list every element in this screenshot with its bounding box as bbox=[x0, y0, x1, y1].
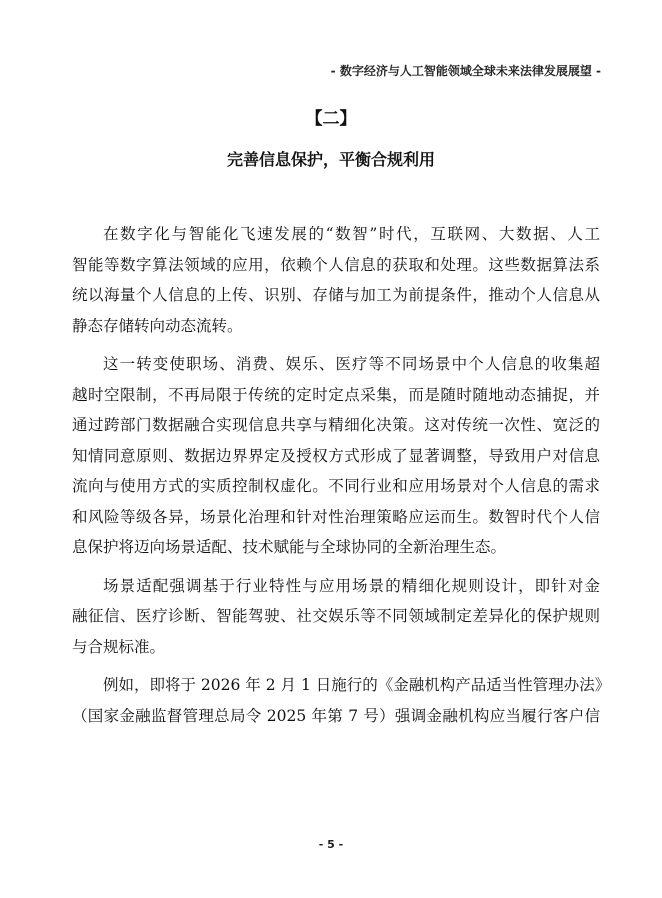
paragraph-line: 统以海量个人信息的上传、识别、存储与加工为前提条件，推动个人信息从 bbox=[72, 286, 600, 304]
page-number: - 5 - bbox=[318, 838, 344, 851]
paragraph-line: 融征信、医疗诊断、智能驾驶、社交娱乐等不同领域制定差异化的保护规则 bbox=[72, 607, 600, 625]
paragraph-line: 智能等数字算法领域的应用，依赖个人信息的获取和处理。这些数据算法系 bbox=[72, 255, 600, 274]
paragraph-line: 和风险等级各异，场景化治理和针对性治理策略应运而生。数智时代个人信 bbox=[72, 507, 600, 526]
paragraph-line: 例如，即将于 2026 年 2 月 1 日施行的《金融机构产品适当性管理办法》 bbox=[103, 676, 611, 694]
section-number: 【二】 bbox=[305, 109, 357, 129]
paragraph-2 bbox=[72, 349, 600, 563]
paragraph-1 bbox=[72, 219, 600, 341]
paragraph-line: 静态存储转向动态流转。 bbox=[72, 316, 243, 335]
paragraph-line: 与合规标准。 bbox=[72, 637, 166, 656]
paragraph-line: 越时空限制，不再局限于传统的定时定点采集，而是随时随地动态捕捉，并 bbox=[72, 385, 600, 404]
paragraph-line: 知情同意原则、数据边界界定及授权方式形成了显著调整，导致用户对信息 bbox=[72, 446, 600, 465]
running-header: - 数字经济与人工智能领域全球未来法律发展展望 - bbox=[330, 64, 601, 78]
paragraph-line: 这一转变使职场、消费、娱乐、医疗等不同场景中个人信息的收集超 bbox=[103, 355, 600, 373]
paragraph-line: 在数字化与智能化飞速发展的“数智”时代，互联网、大数据、人工 bbox=[103, 225, 600, 243]
paragraph-line: 息保护将迈向场景适配、技术赋能与全球协同的全新治理生态。 bbox=[72, 538, 507, 556]
paragraph-line: 通过跨部门数据融合实现信息共享与精细化决策。这对传统一次性、宽泛的 bbox=[72, 416, 600, 434]
paragraph-4 bbox=[72, 670, 611, 731]
paragraph-line: 流向与使用方式的实质控制权虚化。不同行业和应用场景对个人信息的需求 bbox=[72, 477, 600, 495]
body-text bbox=[72, 219, 611, 731]
section-title: 完善信息保护，平衡合规利用 bbox=[226, 150, 435, 169]
paragraph-3 bbox=[72, 571, 600, 663]
paragraph-line: 场景适配强调基于行业特性与应用场景的精细化规则设计，即针对金 bbox=[103, 576, 600, 595]
paragraph-line: （国家金融监督管理总局令 2025 年第 7 号）强调金融机构应当履行客户信 bbox=[72, 706, 600, 725]
